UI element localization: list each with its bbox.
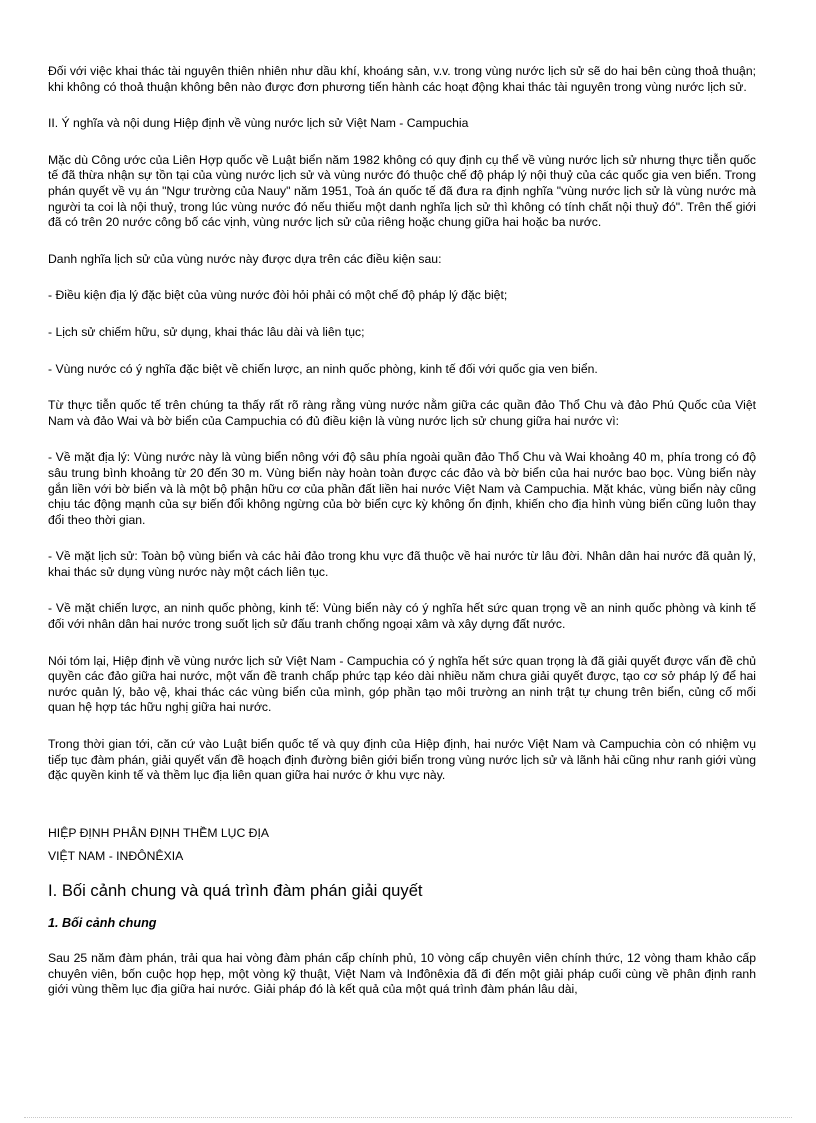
agreement-title-line1: HIỆP ĐỊNH PHÂN ĐỊNH THỀM LỤC ĐỊA [48, 825, 269, 840]
list-item-strategy: - Về mặt chiến lược, an ninh quốc phòng, kinh tế: Vùng biển này có ý nghĩa hết sức quan trọng về an ninh quốc phòng và kinh tế đối với nhân dân hai nước trong suốt lịch sử đấu tranh chống ngoại xâm và xây dựng đất nước. [48, 601, 756, 632]
list-item-history: - Về mặt lịch sử: Toàn bộ vùng biển và các hải đảo trong khu vực đã thuộc về hai nước từ lâu đời. Nhân dân hai nước đã quản lý, khai thác sử dụng vùng nước này một cách liên tục. [48, 549, 756, 579]
paragraph-summary: Nói tóm lại, Hiệp định về vùng nước lịch sử Việt Nam - Campuchia có ý nghĩa hết sức quan trọng là đã giải quyết được vấn đề chủ quyền các đảo giữa hai nước, một vấn đề tranh chấp phức tạp kéo dài nhiều năm chưa giải quyết được, tạo cơ sở pháp lý để hai nước quản lý, bảo vệ, khai thác các vùng biển của mình, góp phần tạo môi trường an ninh trật tự chung trên biển, củng cố mối quan hệ hợp tác hữu nghị giữa hai nước. [48, 653, 756, 715]
subheading: 1. Bối cảnh chung [48, 916, 157, 930]
paragraph-future: Trong thời gian tới, căn cứ vào Luật biển quốc tế và quy định của Hiệp định, hai nước Việt Nam và Campuchia còn có nhiệm vụ tiếp tục đàm phán, giải quyết vấn đề hoạch định đường biên giới biển trong vùng nước lịch sử và lãnh hải cũng như ranh giới vùng đặc quyền kinh tế và thềm lục địa liên quan giữa hai nước ở khu vực này. [48, 737, 756, 783]
heading-significance: II. Ý nghĩa và nội dung Hiệp định về vùng nước lịch sử Việt Nam - Campuchia [48, 116, 469, 131]
paragraph-negotiation: Sau 25 năm đàm phán, trải qua hai vòng đàm phán cấp chính phủ, 10 vòng cấp chuyên viên chính thức, 12 vòng tham khảo cấp chuyên viên, bốn cuộc họp hẹp, một vòng kỹ thuật, Việt Nam và Inđônêxia đã đi đến một giải pháp cuối cùng về phân định ranh giới vùng thềm lục địa giữa hai nước. Giải pháp đó là kết quả của một quá trình đàm phán lâu dài, [48, 951, 756, 997]
paragraph-conditions-intro: Danh nghĩa lịch sử của vùng nước này được dựa trên các điều kiện sau: [48, 251, 442, 266]
list-item-strategy-condition: - Vùng nước có ý nghĩa đặc biệt về chiến lược, an ninh quốc phòng, kinh tế đối với quốc gia ven biển. [48, 361, 598, 376]
paragraph-resource-exploitation: Đối với việc khai thác tài nguyên thiên nhiên như dầu khí, khoáng sản, v.v. trong vùng nước lịch sử sẽ do hai bên cùng thoả thuận; khi không có thoả thuận không bên nào được đơn phương tiến hành các hoạt động khai thác tài nguyên trong vùng nước lịch sử. [48, 64, 756, 94]
list-item-history-condition: - Lịch sử chiếm hữu, sử dụng, khai thác lâu dài và liên tục; [48, 324, 365, 339]
document-page [48, 64, 756, 1019]
page-bottom-divider [24, 1117, 792, 1118]
agreement-title-line2: VIỆT NAM - INĐÔNÊXIA [48, 849, 184, 864]
paragraph-unclos: Mặc dù Công ước của Liên Hợp quốc về Luật biển năm 1982 không có quy định cụ thể về vùng nước lịch sử nhưng thực tiễn quốc tế đã thừa nhận sự tồn tại của vùng nước lịch sử và vùng nước đó thuộc chế độ pháp lý nội thuỷ của các quốc gia ven biển. Trong phán quyết về vụ án "Ngư trường của Nauy" năm 1951, Toà án quốc tế đã đưa ra định nghĩa "vùng nước lịch sử là vùng nước mà người ta coi là nội thuỷ, trong lúc vùng nước đó nếu thiếu một danh nghĩa lịch sử thì không có tính chất nội thuỷ đó". Trên thế giới đã có trên 20 nước công bố các vịnh, vùng nước lịch sử của riêng hoặc chung giữa hai hoặc ba nước. [48, 152, 756, 230]
section-heading: I. Bối cảnh chung và quá trình đàm phán giải quyết [48, 881, 423, 900]
list-item-geography: - Về mặt địa lý: Vùng nước này là vùng biển nông với độ sâu phía ngoài quần đảo Thổ Chu và Wai khoảng 40 m, phía trong có độ sâu trung bình khoảng từ 20 đến 30 m. Vùng biển này hoàn toàn được các đảo và bờ biển của hai nước bao bọc. Vùng biển này gắn liền với bờ biển và là một bộ phận hữu cơ của phần đất liền hai nước Việt Nam và Campuchia. Mặt khác, vùng biển này cũng chịu tác động mạnh của sự biến đổi không ngừng của bờ biển cực kỳ không ổn định, khiến cho địa hình vùng biển cũng luôn thay đổi theo thời gian. [48, 450, 756, 527]
list-item-geography-condition: - Điều kiện địa lý đặc biệt của vùng nước đòi hỏi phải có một chế độ pháp lý đặc biệt; [48, 288, 508, 303]
paragraph-practice: Từ thực tiễn quốc tế trên chúng ta thấy rất rõ ràng rằng vùng nước nằm giữa các quần đảo Thổ Chu và đảo Phú Quốc của Việt Nam và đảo Wai và bờ biển của Campuchia có đủ điều kiện là vùng nước lịch sử chung giữa hai nước vì: [48, 398, 756, 428]
